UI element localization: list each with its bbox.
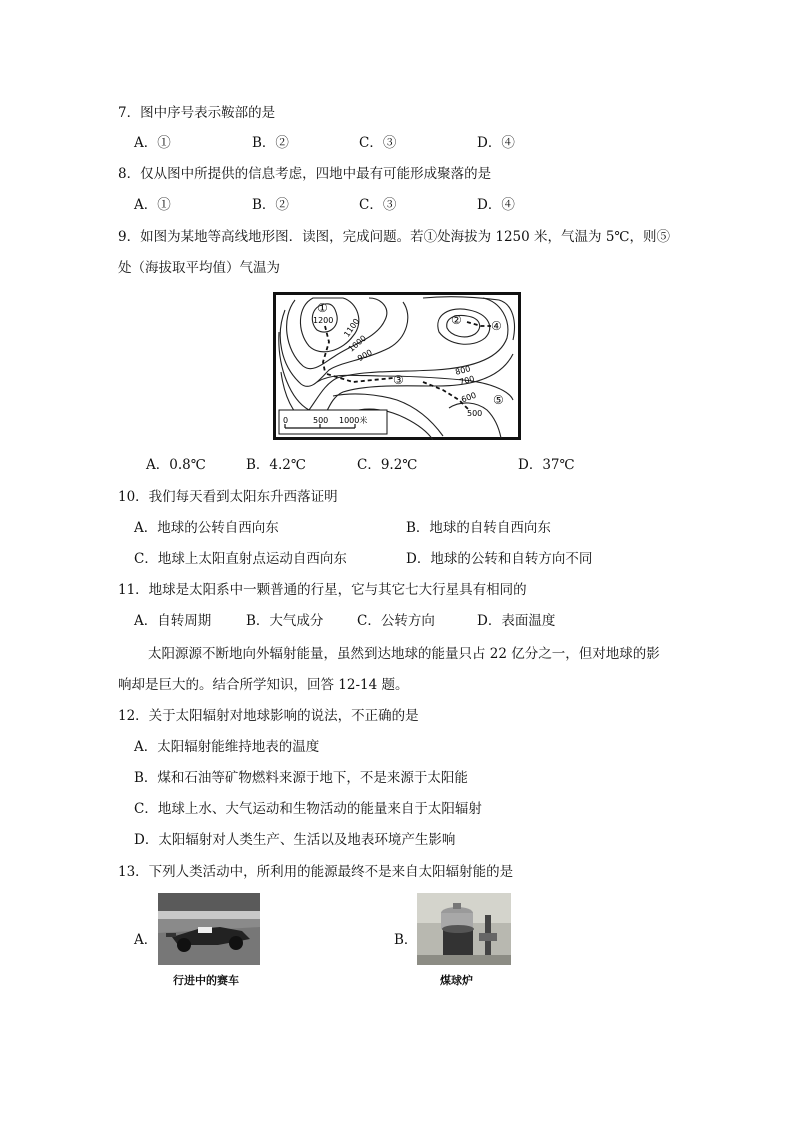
q8-option-a[interactable]: A．① (134, 197, 171, 213)
scale-label-500: 500 (313, 416, 329, 425)
map-point-3: ③ (393, 373, 404, 387)
q7-option-d[interactable]: D．④ (477, 135, 515, 151)
q13-option-a-label[interactable]: A． (134, 932, 158, 948)
q9-option-c[interactable]: C．9.2℃ (357, 457, 418, 473)
scale-label-0: 0 (283, 416, 289, 425)
q9-stem-line1: 9．如图为某地等高线地形图．读图，完成问题。若①处海拔为 1250 米，气温为 5℃，则⑤ (118, 229, 671, 245)
q10-option-c[interactable]: C．地球上太阳直射点运动自西向东 (134, 551, 347, 567)
caption-coal-stove: 煤球炉 (440, 974, 473, 987)
coal-stove-photo[interactable] (417, 893, 511, 965)
q11-option-a[interactable]: A．自转周期 (134, 613, 212, 629)
contour-label-800: 800 (454, 364, 472, 377)
q10-stem: 10．我们每天看到太阳东升西落证明 (118, 489, 338, 505)
q7-option-b[interactable]: B．② (252, 135, 289, 151)
q12-option-b[interactable]: B．煤和石油等矿物燃料来源于地下，不是来源于太阳能 (134, 770, 468, 786)
q9-stem-line2: 处（海拔取平均值）气温为 (118, 260, 280, 276)
contour-label-1200: 1200 (313, 316, 334, 325)
q11-option-c[interactable]: C．公转方向 (357, 613, 435, 629)
q13-option-b-label[interactable]: B． (394, 932, 418, 948)
q12-option-d[interactable]: D．太阳辐射对人类生产、生活以及地表环境产生影响 (134, 832, 456, 848)
contour-label-1100: 1100 (342, 316, 362, 339)
map-point-5: ⑤ (493, 393, 504, 407)
map-point-2: ② (451, 313, 462, 327)
q8-option-c[interactable]: C．③ (359, 197, 397, 213)
q11-option-d[interactable]: D．表面温度 (477, 613, 556, 629)
q8-option-b[interactable]: B．② (252, 197, 289, 213)
contour-label-500: 500 (467, 409, 483, 418)
passage-line-2: 响却是巨大的。结合所学知识，回答 12-14 题。 (118, 677, 409, 693)
contour-label-1000: 1000 (346, 333, 369, 354)
q9-option-b[interactable]: B．4.2℃ (246, 457, 306, 473)
race-car-photo[interactable] (158, 893, 260, 965)
q9-option-a[interactable]: A．0.8℃ (146, 457, 206, 473)
contour-label-600: 600 (460, 390, 478, 405)
q13-stem: 13．下列人类活动中，所利用的能源最终不是来自太阳辐射能的是 (118, 864, 514, 880)
q10-option-b[interactable]: B．地球的自转自西向东 (406, 520, 551, 536)
contour-label-700: 700 (458, 374, 476, 387)
map-point-1: ① (317, 301, 328, 315)
contour-label-900: 900 (356, 347, 374, 364)
scale-label-1000: 1000米 (339, 416, 368, 425)
q7-option-c[interactable]: C．③ (359, 135, 397, 151)
q9-option-d[interactable]: D．37℃ (518, 457, 575, 473)
q11-stem: 11．地球是太阳系中一颗普通的行星，它与其它七大行星具有相同的 (118, 582, 527, 598)
q8-stem: 8．仅从图中所提供的信息考虑，四地中最有可能形成聚落的是 (118, 166, 492, 182)
q12-option-c[interactable]: C．地球上水、大气运动和生物活动的能量来自于太阳辐射 (134, 801, 482, 817)
q11-option-b[interactable]: B．大气成分 (246, 613, 324, 629)
contour-map-figure (273, 292, 521, 440)
q12-stem: 12．关于太阳辐射对地球影响的说法，不正确的是 (118, 708, 419, 724)
q7-option-a[interactable]: A．① (134, 135, 171, 151)
passage-line-1: 太阳源源不断地向外辐射能量，虽然到达地球的能量只占 22 亿分之一，但对地球的影 (148, 646, 660, 662)
caption-race-car: 行进中的赛车 (173, 974, 239, 987)
q7-stem: 7．图中序号表示鞍部的是 (118, 105, 276, 121)
map-point-4: ④ (491, 319, 502, 333)
q8-option-d[interactable]: D．④ (477, 197, 515, 213)
q12-option-a[interactable]: A．太阳辐射能维持地表的温度 (134, 739, 320, 755)
q10-option-a[interactable]: A．地球的公转自西向东 (134, 520, 279, 536)
q10-option-d[interactable]: D．地球的公转和自转方向不同 (406, 551, 593, 567)
